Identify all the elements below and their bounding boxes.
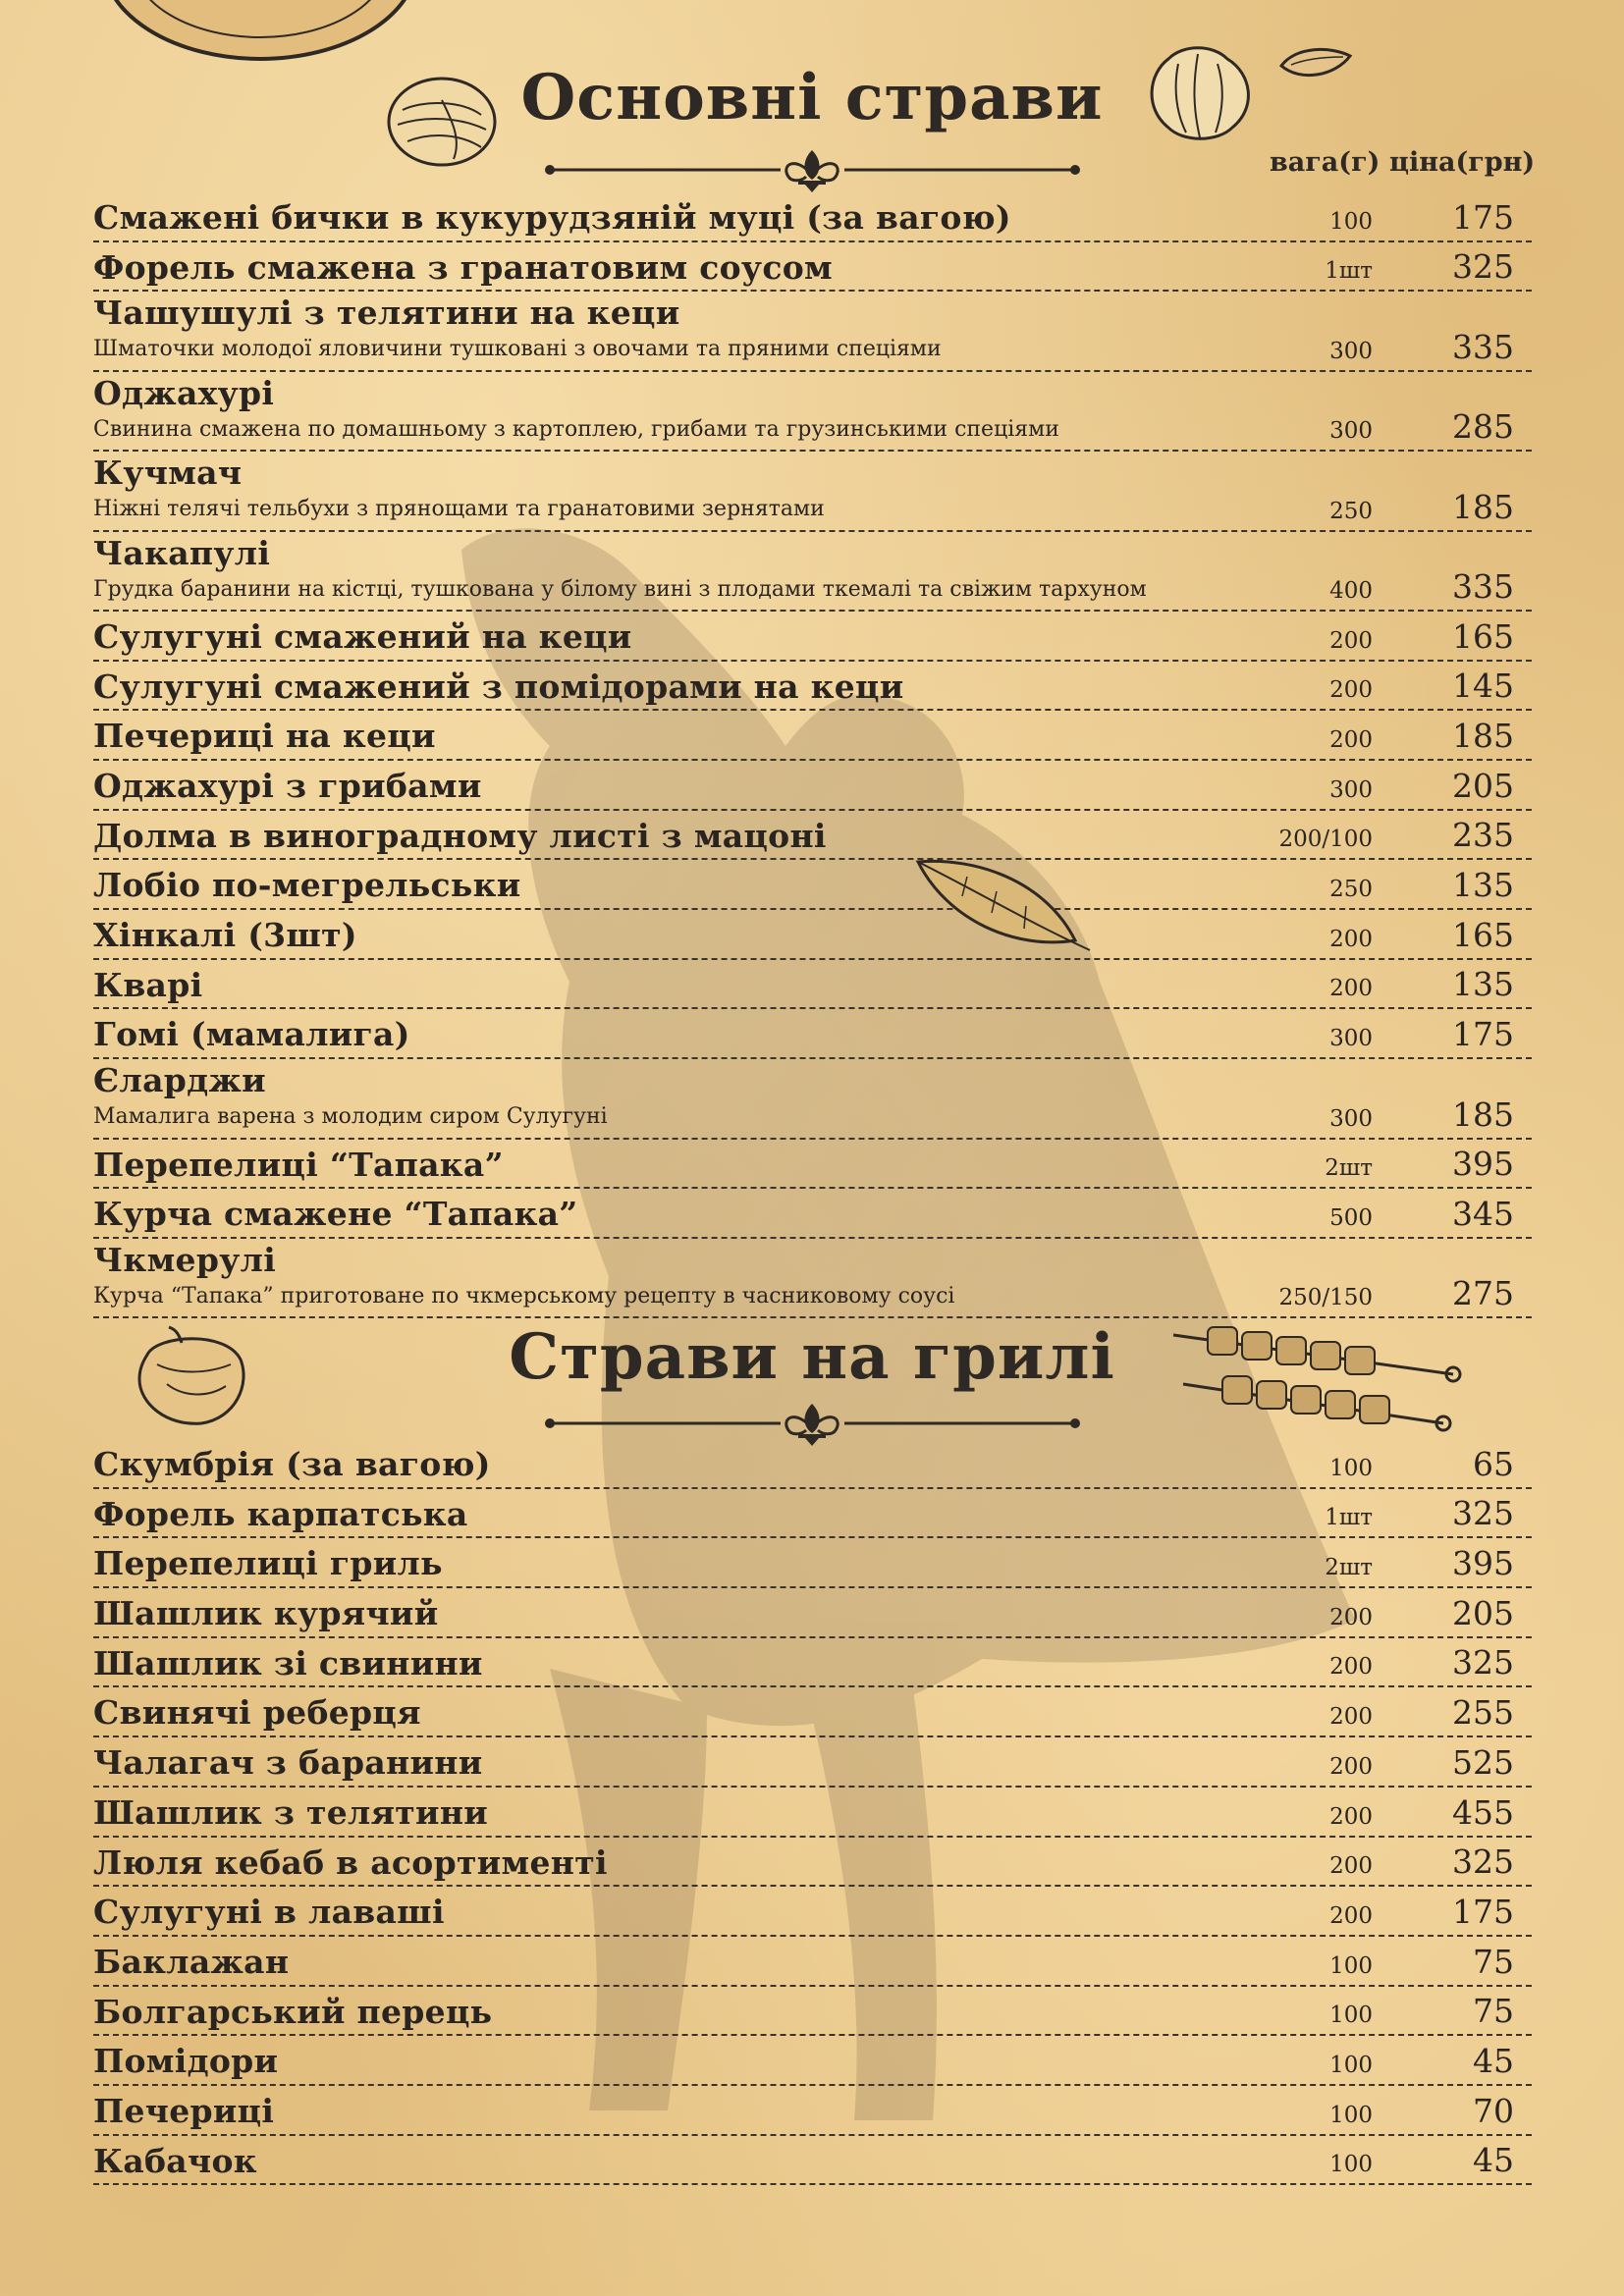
menu-item-name: Сулугуні смажений з помідорами на кеци [93, 667, 904, 706]
menu-item-name: Помідори [93, 2042, 279, 2081]
menu-item-name: Кучмач [93, 454, 243, 493]
menu-item-price: 275 [1452, 1274, 1514, 1313]
menu-item-row [93, 811, 1532, 861]
menu-item-weight: 300 [1329, 338, 1373, 364]
menu-item-price: 335 [1452, 566, 1514, 606]
menu-item-name: Шашлик зі свинини [93, 1643, 483, 1682]
plate-icon [93, 0, 427, 69]
menu-item-weight: 200 [1329, 677, 1373, 704]
section-title-grill: Страви на грилі [509, 1320, 1115, 1394]
menu-item-price: 165 [1452, 915, 1514, 954]
menu-item-weight: 300 [1329, 418, 1373, 445]
menu-item-name: Скумбрія (за вагою) [93, 1445, 491, 1483]
menu-item-price: 255 [1452, 1693, 1514, 1733]
menu-item-price: 135 [1452, 866, 1514, 905]
menu-item-weight: 100 [1329, 1455, 1373, 1481]
menu-item-row [93, 1937, 1532, 1987]
menu-item-weight: 200 [1329, 727, 1373, 753]
price-column-header: ціна(грн) [1389, 147, 1536, 178]
menu-item-row [93, 242, 1532, 293]
menu-item-weight: 300 [1329, 1105, 1373, 1132]
menu-item-price: 45 [1473, 2141, 1514, 2180]
menu-item-weight: 100 [1329, 2102, 1373, 2128]
menu-item-row [93, 292, 1532, 371]
menu-item-price: 395 [1452, 1544, 1514, 1583]
menu-item-price: 185 [1452, 487, 1514, 526]
menu-item-weight: 100 [1329, 2052, 1373, 2078]
menu-item-weight: 200/100 [1278, 827, 1373, 853]
menu-item-row [93, 1538, 1532, 1588]
menu-item-price: 70 [1473, 2091, 1514, 2130]
menu-item-price: 185 [1452, 1095, 1514, 1134]
menu-item-weight: 300 [1329, 776, 1373, 803]
menu-item-row [93, 1059, 1532, 1139]
menu-item-row [93, 532, 1532, 612]
menu-item-price: 75 [1473, 1992, 1514, 2031]
menu-item-name: Баклажан [93, 1942, 290, 1981]
menu-item-weight: 500 [1329, 1204, 1373, 1231]
menu-item-price: 205 [1452, 1593, 1514, 1632]
menu-item-price: 335 [1452, 327, 1514, 366]
menu-item-name: Перепелиці гриль [93, 1544, 443, 1583]
menu-item-name: Шашлик курячий [93, 1594, 439, 1633]
menu-item-price: 345 [1452, 1194, 1514, 1233]
menu-item-weight: 250 [1329, 877, 1373, 903]
menu-item-weight: 100 [1329, 208, 1373, 235]
menu-item-weight: 200 [1329, 1902, 1373, 1929]
menu-item-name: Чкмерулі [93, 1240, 277, 1279]
menu-item-row [93, 1987, 1532, 2037]
menu-item-price: 45 [1473, 2041, 1514, 2080]
menu-item-row [93, 1838, 1532, 1888]
menu-item-name: Шашлик з телятини [93, 1792, 489, 1832]
menu-item-row [93, 1439, 1532, 1489]
menu-item-weight: 300 [1329, 1026, 1373, 1052]
section-title-main: Основні страви [520, 61, 1104, 134]
menu-item-price: 325 [1452, 1842, 1514, 1882]
menu-item-row [93, 960, 1532, 1010]
menu-item-row [93, 1489, 1532, 1539]
fleur-de-lis-icon [545, 145, 1080, 194]
menu-item-name: Оджахурі з грибами [93, 767, 482, 805]
menu-item-name: Печериці [93, 2091, 275, 2130]
menu-item-name: Смажені бички в кукурудзяній муці (за вагою) [93, 198, 1011, 237]
menu-item-weight: 100 [1329, 1952, 1373, 1979]
menu-item-row [93, 662, 1532, 712]
menu-item-row [93, 1239, 1532, 1318]
menu-item-weight: 100 [1329, 2152, 1373, 2178]
menu-item-name: Кабачок [93, 2141, 257, 2180]
menu-item-price: 175 [1452, 1892, 1514, 1931]
grill-dishes-list [93, 1439, 1532, 2185]
menu-item-row [93, 2036, 1532, 2086]
menu-item-weight: 1шт [1325, 258, 1373, 285]
menu-item-weight: 2шт [1325, 1555, 1373, 1581]
menu-item-name: Чакапулі [93, 533, 271, 572]
menu-item-name: Оджахурі [93, 373, 275, 412]
menu-item-name: Чалагач з баранини [93, 1743, 483, 1783]
menu-item-price: 395 [1452, 1145, 1514, 1184]
menu-item-description: Ніжні телячі тельбухи з прянощами та гранатовими зернятами [93, 497, 825, 522]
menu-item-price: 455 [1452, 1792, 1514, 1832]
menu-item-description: Грудка баранини на кістці, тушкована у білому вині з плодами ткемалі та свіжим тархуном [93, 576, 1147, 602]
menu-item-weight: 200 [1329, 1704, 1373, 1731]
menu-item-name: Перепелиці “Тапака” [93, 1145, 504, 1184]
menu-item-description: Шматочки молодої яловичини тушковані з овочами та пряними спеціями [93, 337, 942, 362]
menu-item-price: 145 [1452, 667, 1514, 706]
weight-column-header: вага(г) [1270, 147, 1380, 178]
menu-item-row [93, 1189, 1532, 1239]
menu-item-price: 205 [1452, 766, 1514, 805]
bay-leaf-icon [908, 852, 1095, 960]
menu-item-row [93, 1638, 1532, 1688]
menu-item-price: 175 [1452, 1015, 1514, 1054]
menu-item-row [93, 1687, 1532, 1737]
menu-item-price: 75 [1473, 1942, 1514, 1981]
menu-item-weight: 200 [1329, 1654, 1373, 1681]
menu-item-name: Курча смажене “Тапака” [93, 1195, 578, 1234]
menu-item-row [93, 711, 1532, 761]
menu-item-row [93, 612, 1532, 662]
menu-item-name: Люля кебаб в асортименті [93, 1842, 608, 1882]
menu-item-name: Печериці на кеци [93, 717, 436, 756]
menu-item-name: Лобіо по-мегрельськи [93, 866, 521, 905]
menu-item-row [93, 2136, 1532, 2186]
menu-item-row [93, 1009, 1532, 1059]
menu-item-name: Гомі (мамалига) [93, 1015, 410, 1054]
menu-item-weight: 1шт [1325, 1505, 1373, 1531]
menu-item-weight: 250/150 [1278, 1285, 1373, 1311]
menu-item-row [93, 1588, 1532, 1638]
menu-item-weight: 2шт [1325, 1155, 1373, 1182]
menu-item-name: Сулугуні в лаваші [93, 1893, 445, 1932]
menu-item-name: Форель карпатська [93, 1494, 468, 1533]
menu-item-name: Сулугуні смажений на кеци [93, 616, 632, 656]
menu-item-price: 175 [1452, 197, 1514, 237]
menu-item-name: Форель смажена з гранатовим соусом [93, 247, 834, 287]
menu-item-weight: 250 [1329, 498, 1373, 524]
menu-item-row [93, 372, 1532, 452]
menu-item-price: 165 [1452, 616, 1514, 656]
menu-item-weight: 200 [1329, 627, 1373, 654]
menu-item-row [93, 2086, 1532, 2136]
menu-item-price: 525 [1452, 1742, 1514, 1782]
menu-item-weight: 400 [1329, 577, 1373, 604]
menu-item-name: Хінкалі (3шт) [93, 916, 357, 955]
menu-item-price: 235 [1452, 816, 1514, 855]
menu-item-name: Кварі [93, 965, 203, 1004]
menu-item-row [93, 1737, 1532, 1788]
menu-item-weight: 200 [1329, 1803, 1373, 1830]
menu-item-description: Мамалига варена з молодим сиром Сулугуні [93, 1104, 608, 1130]
menu-item-row [93, 1887, 1532, 1937]
menu-item-price: 325 [1452, 1494, 1514, 1533]
menu-item-price: 185 [1452, 717, 1514, 755]
menu-item-price: 285 [1452, 407, 1514, 447]
menu-item-row [93, 452, 1532, 531]
menu-item-name: Свинячі реберця [93, 1693, 421, 1733]
menu-item-weight: 200 [1329, 1604, 1373, 1630]
menu-item-row [93, 1140, 1532, 1190]
menu-item-price: 325 [1452, 1643, 1514, 1682]
menu-item-name: Чашушулі з телятини на кеци [93, 294, 680, 333]
menu-item-row [93, 1788, 1532, 1838]
menu-item-price: 325 [1452, 247, 1514, 287]
menu-item-row [93, 860, 1532, 910]
menu-item-row [93, 192, 1532, 242]
menu-item-weight: 200 [1329, 1753, 1373, 1780]
menu-item-name: Долма в виноградному листі з мацоні [93, 816, 827, 855]
menu-item-row [93, 761, 1532, 811]
menu-item-row [93, 910, 1532, 960]
menu-item-price: 135 [1452, 965, 1514, 1004]
menu-item-name: Єларджи [93, 1061, 266, 1100]
menu-item-name: Болгарський перець [93, 1992, 493, 2031]
menu-item-description: Свинина смажена по домашньому з картоплею, грибами та грузинськими спеціями [93, 416, 1059, 442]
menu-item-weight: 200 [1329, 976, 1373, 1002]
menu-item-weight: 200 [1329, 926, 1373, 952]
menu-item-price: 65 [1473, 1444, 1514, 1483]
menu-item-weight: 200 [1329, 1853, 1373, 1880]
menu-item-description: Курча “Тапака” приготоване по чкмерському рецепту в часниковому соусі [93, 1283, 955, 1308]
menu-item-weight: 100 [1329, 2002, 1373, 2029]
main-dishes-list [93, 192, 1532, 1318]
